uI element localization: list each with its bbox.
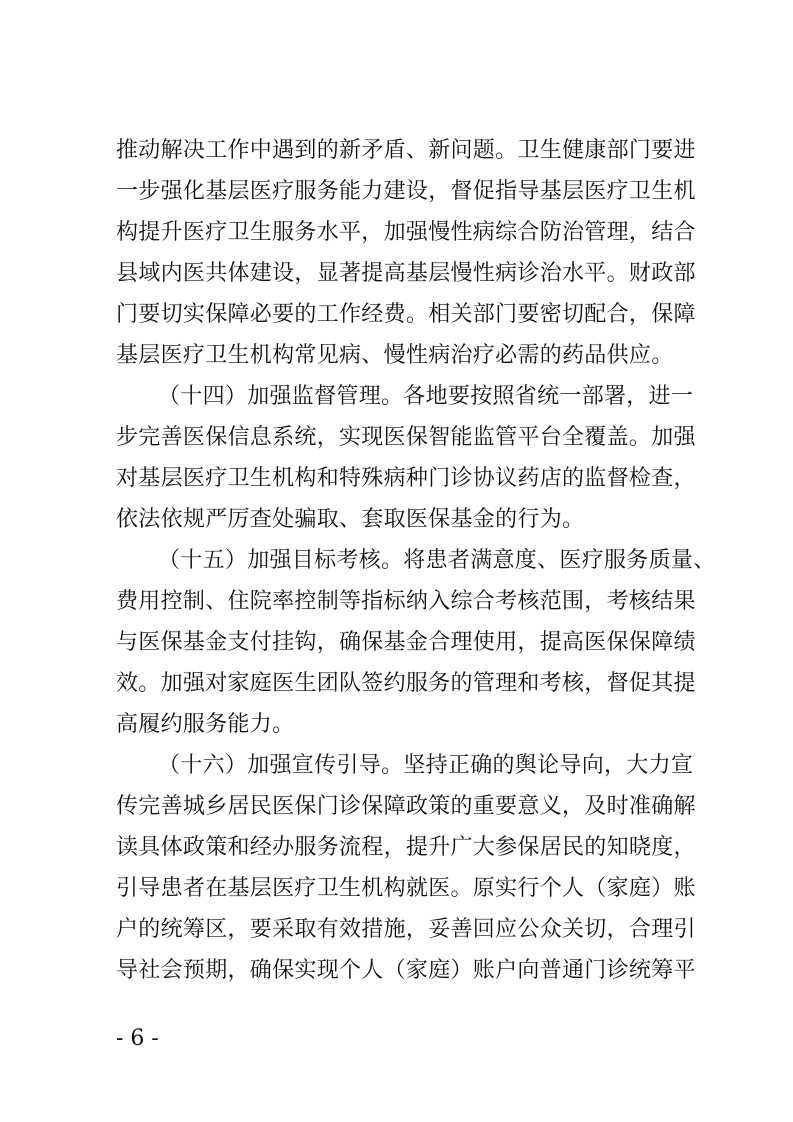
body-line-19: 引导患者在基层医疗卫生机构就医。原实行个人（家庭）账 xyxy=(116,876,696,901)
body-line-6: 基层医疗卫生机构常见病、慢性病治疗必需的药品供应。 xyxy=(116,343,674,368)
body-line-2: 一步强化基层医疗服务能力建设，督促指导基层医疗卫生机 xyxy=(116,179,696,204)
body-line-9: 对基层医疗卫生机构和特殊病种门诊协议药店的监督检查， xyxy=(116,466,696,491)
body-line-10: 依法依规严厉查处骗取、套取医保基金的行为。 xyxy=(116,507,585,532)
page-number: - 6 - xyxy=(116,1026,159,1051)
body-line-14: 效。加强对家庭医生团队签约服务的管理和考核，督促其提 xyxy=(116,671,696,696)
body-line-17: 传完善城乡居民医保门诊保障政策的重要意义，及时准确解 xyxy=(116,794,696,819)
body-line-3: 构提升医疗卫生服务水平，加强慢性病综合防治管理，结合 xyxy=(116,220,696,245)
body-line-1: 推动解决工作中遇到的新矛盾、新问题。卫生健康部门要进 xyxy=(116,138,696,163)
body-line-8: 步完善医保信息系统，实现医保智能监管平台全覆盖。加强 xyxy=(116,425,696,450)
section-15-heading-line: （十五）加强目标考核。将患者满意度、医疗服务质量、 xyxy=(158,548,716,573)
section-16-heading-line: （十六）加强宣传引导。坚持正确的舆论导向，大力宣 xyxy=(158,753,694,778)
body-line-15: 高履约服务能力。 xyxy=(116,712,295,737)
body-line-5: 门要切实保障必要的工作经费。相关部门要密切配合，保障 xyxy=(116,302,696,327)
body-line-4: 县域内医共体建设，显著提高基层慢性病诊治水平。财政部 xyxy=(116,261,696,286)
body-line-13: 与医保基金支付挂钩，确保基金合理使用，提高医保保障绩 xyxy=(116,630,696,655)
body-line-21: 导社会预期，确保实现个人（家庭）账户向普通门诊统筹平 xyxy=(116,958,696,983)
section-14-heading-line: （十四）加强监督管理。各地要按照省统一部署，进一 xyxy=(158,384,694,409)
body-line-20: 户的统筹区，要采取有效措施，妥善回应公众关切，合理引 xyxy=(116,917,696,942)
body-line-18: 读具体政策和经办服务流程，提升广大参保居民的知晓度， xyxy=(116,835,696,860)
body-line-12: 费用控制、住院率控制等指标纳入综合考核范围，考核结果 xyxy=(116,589,696,614)
